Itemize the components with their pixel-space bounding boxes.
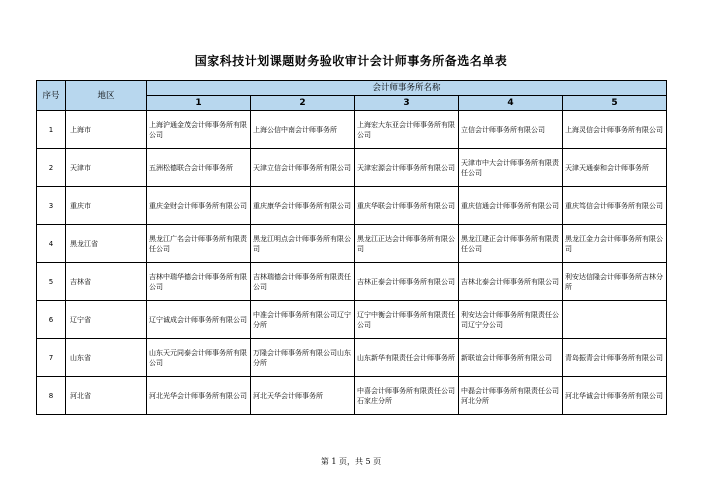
col-header-1: 1 xyxy=(147,96,251,111)
seq-header: 序号 xyxy=(37,81,66,111)
col-header-3: 3 xyxy=(355,96,459,111)
firm-cell: 辽宁中衡会计师事务所有限责任公司 xyxy=(355,301,459,339)
firm-cell: 中磊会计师事务所有限责任公司河北分所 xyxy=(459,377,563,415)
firm-cell: 万隆会计师事务所有限公司山东分所 xyxy=(251,339,355,377)
row-region: 山东省 xyxy=(66,339,147,377)
firm-cell: 重庆康华会计师事务所有限公司 xyxy=(251,187,355,225)
table-row xyxy=(37,377,667,415)
firm-table xyxy=(36,80,667,415)
table-row xyxy=(37,339,667,377)
firm-cell: 中喜会计师事务所有限责任公司石家庄分所 xyxy=(355,377,459,415)
firm-cell: 天津天通泰和会计师事务所 xyxy=(563,149,667,187)
row-region: 上海市 xyxy=(66,111,147,149)
table-row xyxy=(37,263,667,301)
firm-cell: 河北华诚会计师事务所有限公司 xyxy=(563,377,667,415)
firm-cell: 新联谊会计师事务所有限公司 xyxy=(459,339,563,377)
firm-cell xyxy=(563,301,667,339)
row-seq: 4 xyxy=(37,225,66,263)
firm-cell: 上海沪通金茂会计师事务所有限公司 xyxy=(147,111,251,149)
firm-cell: 黑龙江建正会计师事务所有限责任公司 xyxy=(459,225,563,263)
table-row xyxy=(37,225,667,263)
firm-cell: 吉林北泰会计师事务所有限公司 xyxy=(459,263,563,301)
row-region: 吉林省 xyxy=(66,263,147,301)
firm-cell: 上海灵信会计师事务所有限公司 xyxy=(563,111,667,149)
table-row xyxy=(37,187,667,225)
firm-cell: 上海宏大东亚会计师事务所有限公司 xyxy=(355,111,459,149)
firm-cell: 河北天华会计师事务所 xyxy=(251,377,355,415)
region-header: 地区 xyxy=(66,81,147,111)
row-seq: 5 xyxy=(37,263,66,301)
row-seq: 1 xyxy=(37,111,66,149)
firm-cell: 山东新华有限责任会计师事务所 xyxy=(355,339,459,377)
firm-cell: 天津宏源会计师事务所有限公司 xyxy=(355,149,459,187)
firm-cell: 中准会计师事务所有限公司辽宁分所 xyxy=(251,301,355,339)
row-region: 黑龙江省 xyxy=(66,225,147,263)
firm-cell: 青岛振青会计师事务所有限公司 xyxy=(563,339,667,377)
row-seq: 8 xyxy=(37,377,66,415)
firm-cell: 河北光华会计师事务所有限公司 xyxy=(147,377,251,415)
table-row xyxy=(37,111,667,149)
row-seq: 7 xyxy=(37,339,66,377)
firm-cell: 五洲松德联合会计师事务所 xyxy=(147,149,251,187)
col-header-2: 2 xyxy=(251,96,355,111)
firm-cell: 天津立信会计师事务所有限公司 xyxy=(251,149,355,187)
firm-cell: 吉林中瑞华德会计师事务所有限公司 xyxy=(147,263,251,301)
row-region: 天津市 xyxy=(66,149,147,187)
row-seq: 3 xyxy=(37,187,66,225)
col-header-5: 5 xyxy=(563,96,667,111)
firm-cell: 重庆笃信会计师事务所有限公司 xyxy=(563,187,667,225)
firm-cell: 山东天元同泰会计师事务所有限公司 xyxy=(147,339,251,377)
col-header-4: 4 xyxy=(459,96,563,111)
firm-cell: 黑龙江金力会计师事务所有限公司 xyxy=(563,225,667,263)
firm-group-header: 会计师事务所名称 xyxy=(147,81,667,96)
firm-cell: 重庆华联会计师事务所有限公司 xyxy=(355,187,459,225)
table-row xyxy=(37,301,667,339)
firm-cell: 天津市中大会计师事务所有限责任公司 xyxy=(459,149,563,187)
firm-cell: 黑龙江广名会计师事务所有限责任公司 xyxy=(147,225,251,263)
firm-cell: 上海公信中南会计师事务所 xyxy=(251,111,355,149)
page-title: 国家科技计划课题财务验收审计会计师事务所备选名单表 xyxy=(194,54,508,68)
firm-cell: 重庆信通会计师事务所有限公司 xyxy=(459,187,563,225)
header-row xyxy=(37,81,667,96)
firm-cell: 吉林正泰会计师事务所有限公司 xyxy=(355,263,459,301)
firm-cell: 重庆金财会计师事务所有限公司 xyxy=(147,187,251,225)
row-region: 重庆市 xyxy=(66,187,147,225)
row-region: 河北省 xyxy=(66,377,147,415)
firm-cell: 立信会计师事务所有限公司 xyxy=(459,111,563,149)
page-footer: 第 1 页，共 5 页 xyxy=(320,457,382,466)
firm-cell: 黑龙江明点会计师事务所有限公司 xyxy=(251,225,355,263)
row-seq: 2 xyxy=(37,149,66,187)
firm-cell: 黑龙江正达会计师事务所有限公司 xyxy=(355,225,459,263)
firm-cell: 吉林瑞德会计师事务所有限责任公司 xyxy=(251,263,355,301)
row-region: 辽宁省 xyxy=(66,301,147,339)
firm-cell: 辽宁诚成会计师事务所有限公司 xyxy=(147,301,251,339)
table-row xyxy=(37,149,667,187)
row-seq: 6 xyxy=(37,301,66,339)
firm-cell: 利安达会计师事务所有限责任公司辽宁分公司 xyxy=(459,301,563,339)
firm-cell: 利安达信隆会计师事务所吉林分所 xyxy=(563,263,667,301)
